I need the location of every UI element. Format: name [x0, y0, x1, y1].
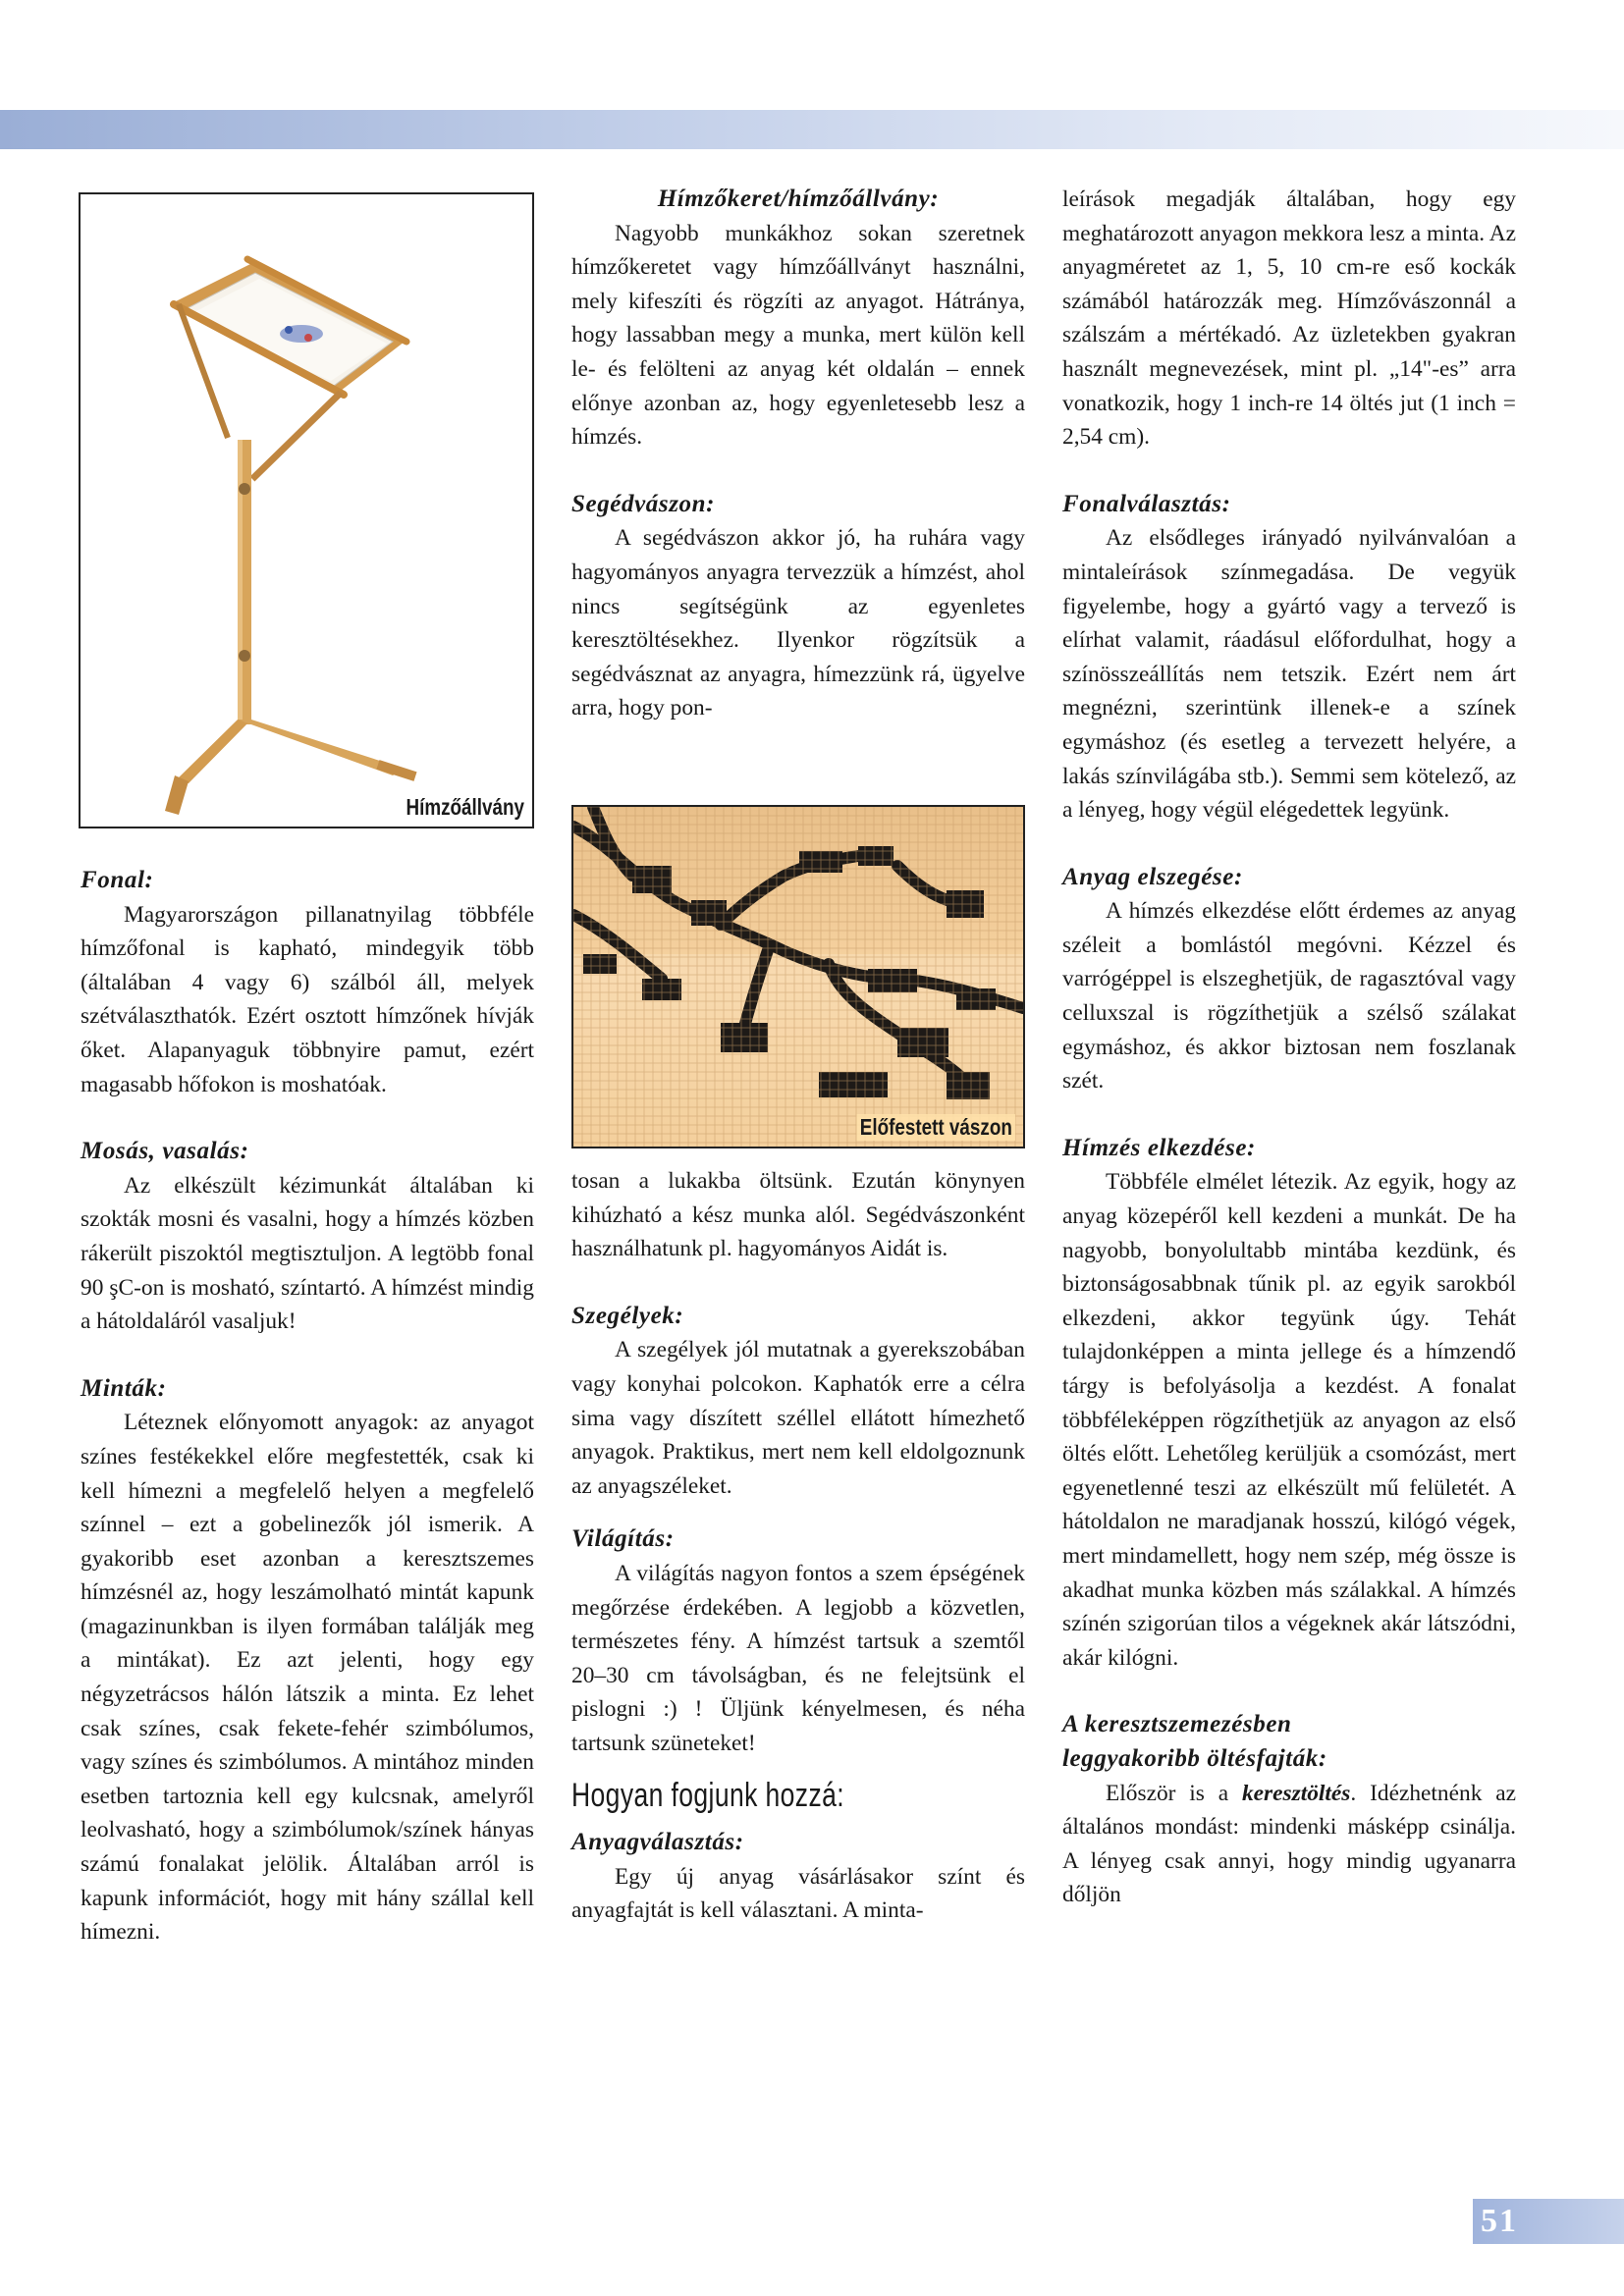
heading-vilagitas: Világítás:: [571, 1525, 675, 1553]
section-mintak: [81, 1372, 534, 1949]
prepainted-canvas-figure: [571, 805, 1025, 1148]
column-1: [81, 864, 534, 1949]
column-2-bottom: [571, 1164, 1025, 1928]
section-mosas: [81, 1135, 534, 1339]
text-fonalvalasztas: Az elsődleges irányadó nyilvánvalóan a mintaleírások színmegadása. De vegyük figyelembe, hogy a gyártó vagy a tervező is elírhat valamit, ráadásul előfordulhat, hogy a színösszeállítás nem tetszik. Ezért nem árt megnézni, szerintünk illenek-e a színek egymáshoz (és esetleg a tervezett helyére, a lakás színvilágába stb.). Semmi sem kötelező, az a lényeg, hogy végül elégedettek legyünk.: [1062, 525, 1516, 824]
embroidery-stand-illustration: [81, 194, 532, 827]
page-number: 51: [1481, 2203, 1518, 2239]
text-fonal: Magyarországon pillanatnyilag többféle hímzőfonal is kapható, mindegyik több (általában 4 vagy 6) szálból áll, melyek szétválaszthatók. Ezért osztott hímzőnek hívják őket. Alapanyaguk többnyire pamut, ezért magasabb hőfokon is moshatóak.: [81, 901, 534, 1097]
heading-anyag-elszegese: Anyag elszegése:: [1062, 863, 1243, 890]
text-col3-intro: leírások megadják általában, hogy egy meghatározott anyagon mekkora lesz a minta. Az anyagméretet az 1, 5, 10 cm-re eső kockák számából határozzák meg. Hímzővászonnál a szálszám a mértékadó. Az üzletekben gyakran használt megnevezések, mint pl. „14"-es” arra vonatkozik, hogy 1 inch-re 14 öltés jut (1 inch = 2,54 cm).: [1062, 187, 1516, 451]
text-vilagitas: A világítás nagyon fontos a szem épségének megőrzése érdekében. A legjobb a közvetlen, természetes fény. A hímzést tartsuk a szemtől 20–30 cm távolságban, és ne felejtsünk el pislogni :) ! Üljünk kényelmesen, és néha tartsunk szüneteket!: [571, 1560, 1025, 1756]
text-segedvaszon-continued: tosan a lukakba öltsünk. Ezután könynyen kihúzható a kész munka alól. Segédvászonként használhatunk pl. hagyományos Aidát is.: [571, 1168, 1025, 1262]
heading-mintak: Minták:: [81, 1374, 167, 1402]
section-himzokeret: [571, 183, 1025, 454]
section-szegelyek: [571, 1300, 1025, 1504]
canvas-caption: Előfestett vászon: [856, 1114, 1015, 1141]
section-oltesfajtak: [1062, 1708, 1516, 1912]
text-anyagvalasztas: Egy új anyag vásárlásakor színt és anyagfajtát is kell választani. A minta-: [571, 1863, 1025, 1924]
page-number-badge: [1473, 2199, 1624, 2244]
text-oltesfajtak: Először is a keresztöltés. Idézhetnénk az általános mondást: mindenki másképp csinálja. A lényeg csak annyi, hogy mindig ugyanarra dőljön: [1062, 1780, 1516, 1908]
section-fonalvalasztas: [1062, 488, 1516, 828]
text-himzokeret: Nagyobb munkákhoz sokan szeretnek hímzőkeretet vagy hímzőállványt használni, mely kifeszíti és rögzíti az anyagot. Hátránya, hogy lassabban megy a munka, mert külön kell le- és felölteni az anyag két oldalán – ennek előnye azonban az, hogy egyenletesebb lesz a hímzés.: [571, 220, 1025, 451]
emphasis-keresztoltes: keresztöltés: [1241, 1780, 1351, 1806]
prepainted-canvas-illustration: [573, 807, 1023, 1147]
section-himzes-elkezdese: [1062, 1132, 1516, 1676]
heading-himzokeret: Hímzőkeret/hímzőállvány:: [657, 186, 940, 212]
heading-hogyan-fogjunk-hozza: Hogyan fogjunk hozzá:: [571, 1776, 844, 1814]
section-anyagvalasztas: [571, 1826, 1025, 1928]
heading-fonal: Fonal:: [81, 867, 154, 893]
text-szegelyek: A szegélyek jól mutatnak a gyerekszobában vagy konyhai polcokon. Kaphatók erre a célra sima vagy díszített széllel ellátott hímezhető anyagok. Praktikus, mert nem kell eldolgoznunk az anyagszéleket.: [571, 1337, 1025, 1499]
text-mintak: Léteznek előnyomott anyagok: az anyagot színes festékekkel előre megfestették, csak ki kell hímezni a megfelelő helyen a megfelelő színnel – ezt a gobelinezők jól ismerik. A gyakoribb eset azonban a keresztszemes hímzésnél az, hogy leszámolható mintát kapunk (magazinunkban is ilyen formában találják meg a mintákat). Ez azt jelenti, hogy egy négyzetrácsos hálón látszik a minta. Ez lehet csak színes, csak fekete-fehér szimbólumos, vagy színes és szimbólumos. A mintához minden esetben tartoznia kell egy kulcsnak, amelyről leolvasható, hogy a szimbólumok/színek hányas számú fonalakat jelölik. Általában arról is kapunk információt, hogy mit hány szállal kell hímezni.: [81, 1410, 534, 1946]
text-himzes-elkezdese: Többféle elmélet létezik. Az egyik, hogy az anyag közepéről kell kezdeni a munkát. De ha nagyobb, bonyolultabb mintába kezdünk, és biztonságosabbnak tűnik pl. az egyik sarokból elkezdeni, akkor tegyünk úgy. Tehát tulajdonképpen a minta jellege és a hímzendő tárgy is befolyásolja a kezdést. A fonalat többféleképpen rögzíthetjük az anyagon az első öltés előtt. Lehetőleg kerüljük a csomózást, mert egyenetlenné teszi az elkészült mű felületét. A hátoldalon ne maradjanak hosszú, kilógó végek, mert mindamellett, hogy nem szép, még össze is akadhat munka közben más szálakkal. A hímzés színén szigorúan tilos a végeknek akár látszódni, akár kilógni.: [1062, 1169, 1516, 1671]
heading-szegelyek: Szegélyek:: [571, 1302, 684, 1329]
text-mosas: Az elkészült kézimunkát általában ki szokták mosni és vasalni, hogy a hímzés közben rákerült piszoktól megtisztuljon. A legtöbb fonal 90 şC-on is mosható, színtartó. A hímzést mindig a hátoldaláról vasaljuk!: [81, 1172, 534, 1335]
stand-caption: Hímzőállvány: [406, 794, 524, 820]
column-3: [1062, 183, 1516, 1912]
heading-himzes-elkezdese: Hímzés elkezdése:: [1062, 1134, 1256, 1161]
top-color-band: [0, 110, 1624, 149]
text-segedvaszon: A segédvászon akkor jó, ha ruhára vagy hagyományos anyagra tervezzük a hímzést, ahol nincs segítségünk az egyenletes keresztöltésekhez. Ilyenkor rögzítsük a segédvásznat az anyagra, hímezzünk rá, ügyelve arra, hogy pon-: [571, 525, 1025, 721]
section-segedvaszon: [571, 488, 1025, 725]
section-anyag-elszegese: [1062, 861, 1516, 1098]
heading-segedvaszon: Segédvászon:: [571, 490, 716, 517]
section-vilagitas: [571, 1522, 1025, 1760]
heading-mosas: Mosás, vasalás:: [81, 1138, 249, 1165]
embroidery-stand-figure: [79, 192, 534, 828]
heading-oltesfajtak-line2: leggyakoribb öltésfajták:: [1062, 1744, 1327, 1772]
column-2-top: [571, 183, 1025, 725]
heading-anyagvalasztas: Anyagválasztás:: [571, 1829, 744, 1856]
text-anyag-elszegese: A hímzés elkezdése előtt érdemes az anyag széleit a bomlástól megóvni. Kézzel és varrógéppel is elszeghetjük, de ragasztóval vagy celluxszal is rögzíthetjük a szélső szálakat egymáshoz, és akkor biztosan nem foszlanak szét.: [1062, 898, 1516, 1095]
heading-fonalvalasztas: Fonalválasztás:: [1062, 490, 1231, 517]
section-fonal: [81, 864, 534, 1101]
heading-oltesfajtak-line1: A keresztszemezésben: [1062, 1711, 1292, 1738]
